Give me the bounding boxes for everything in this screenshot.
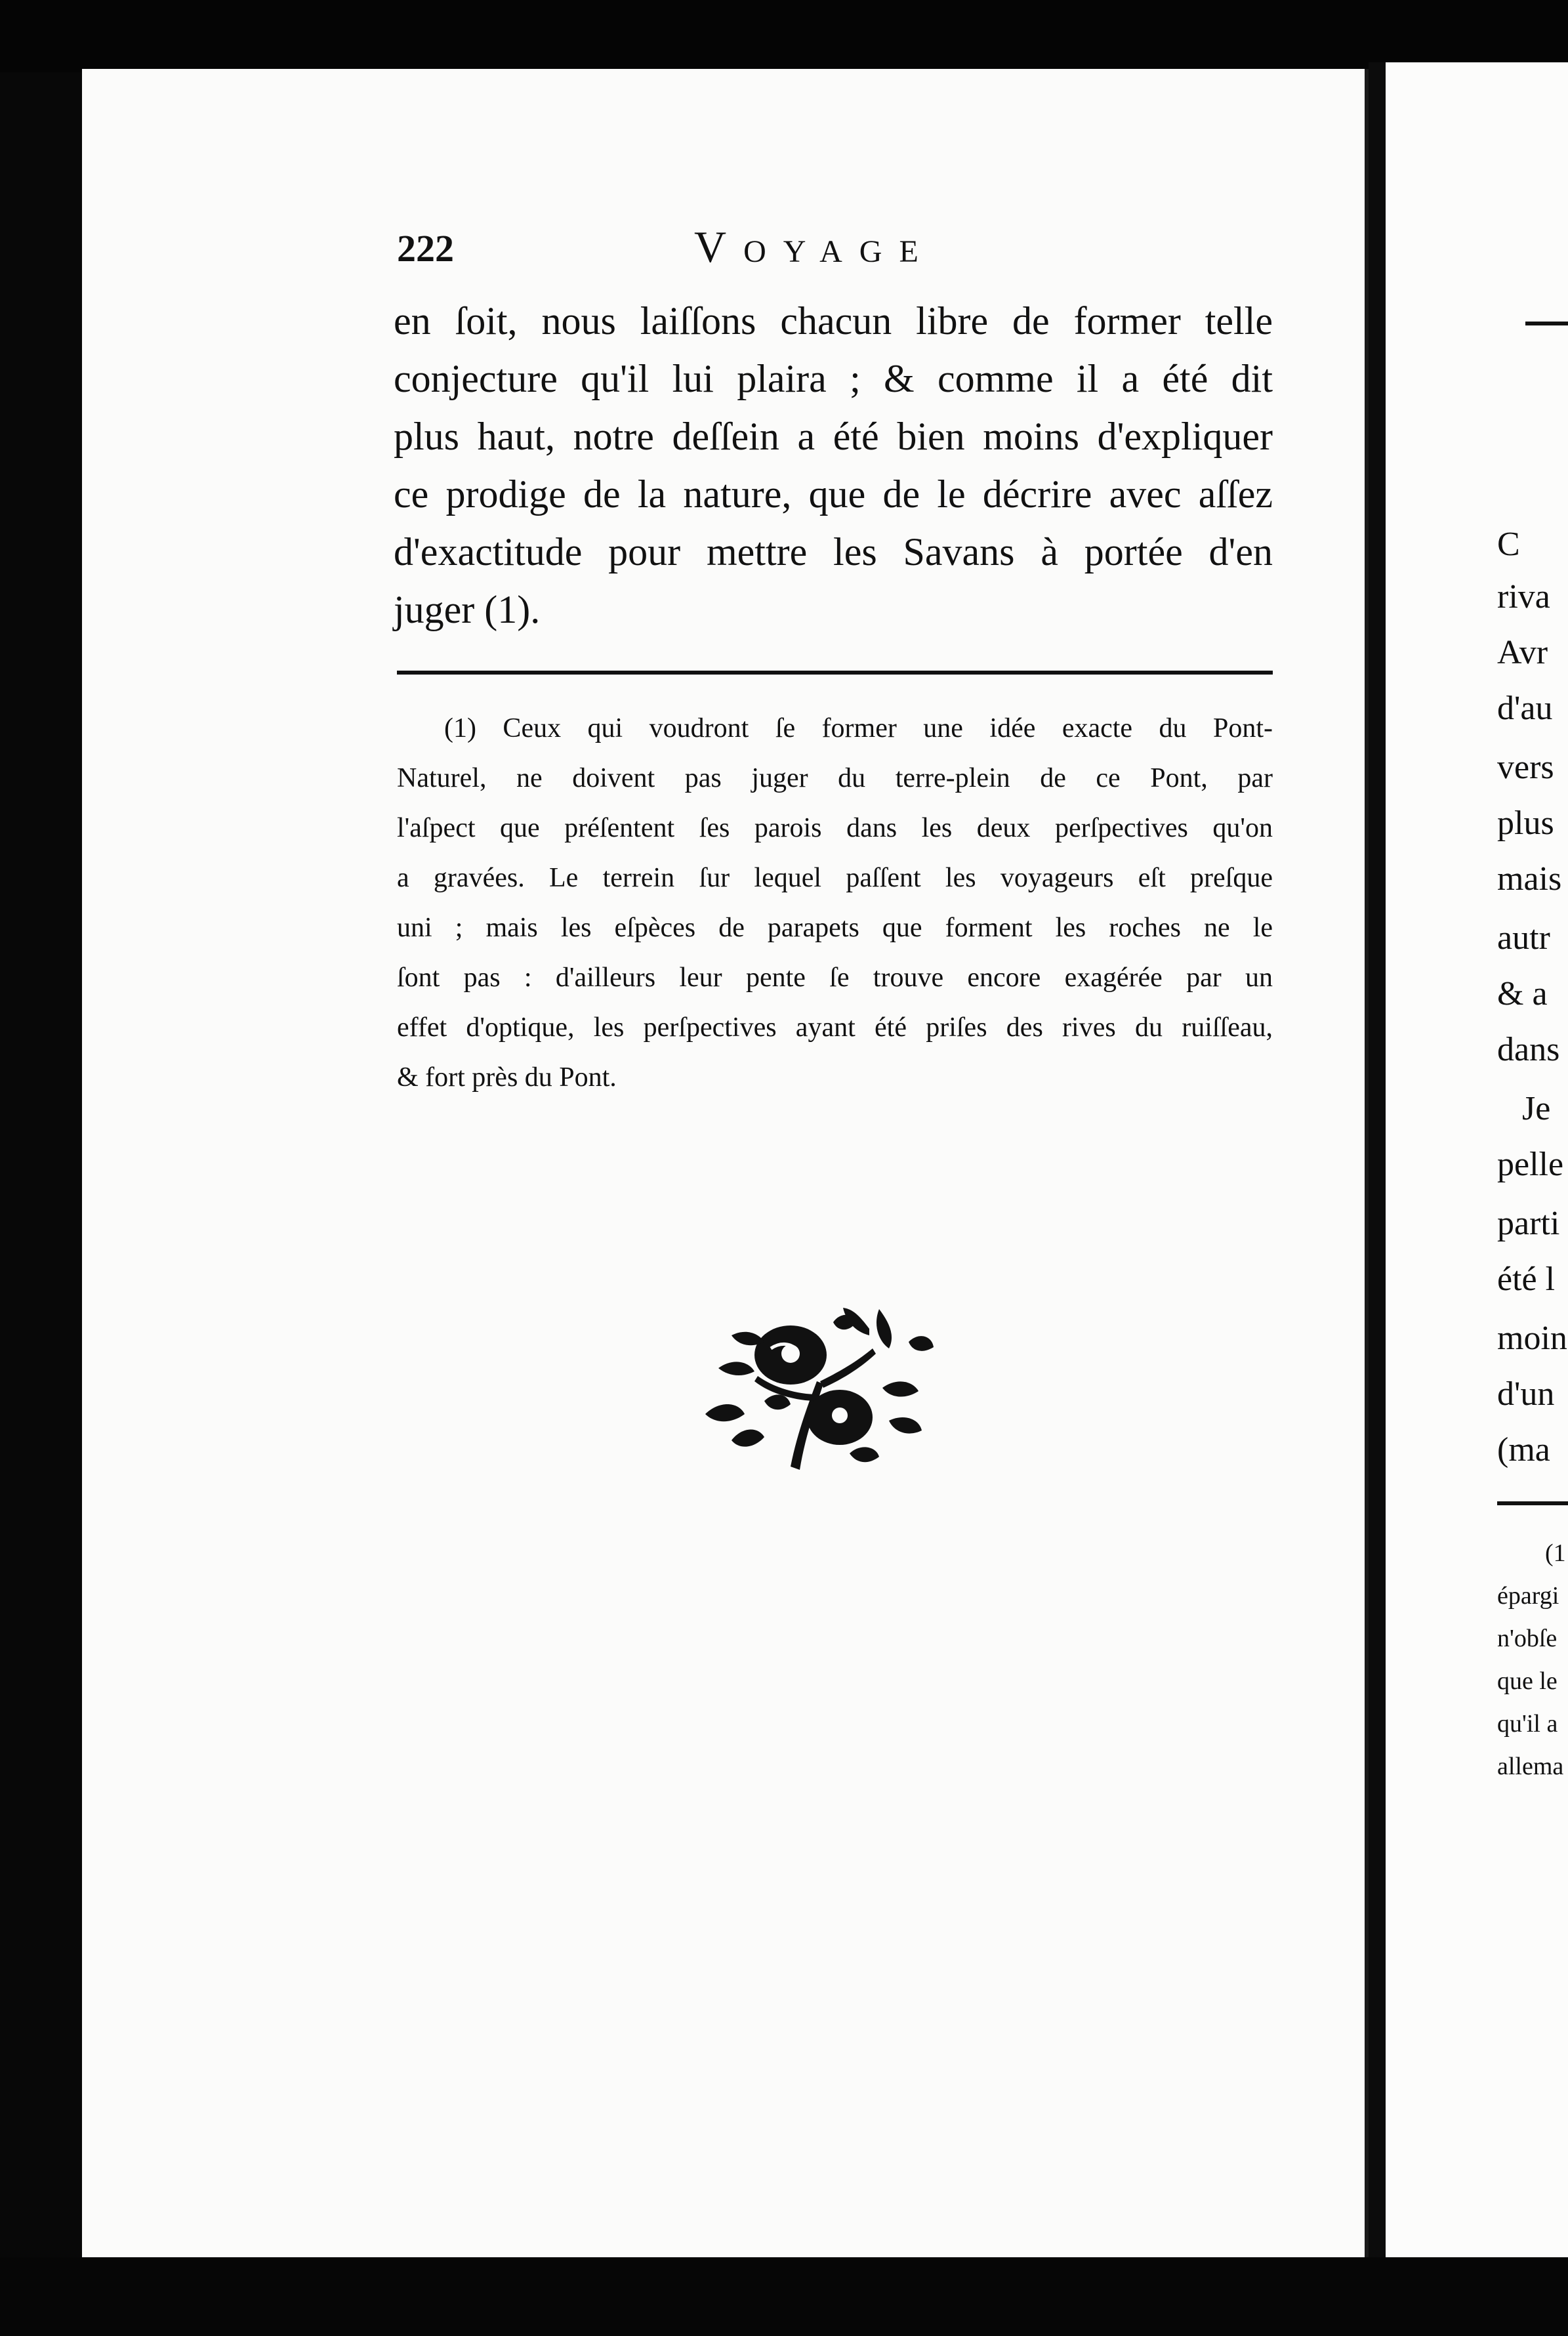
footnote-line: effet d'optique, les perſpectives ayant été priſes des rives du ruiſſeau, [397,1012,1273,1043]
facing-page-fragment: & a [1497,975,1548,1012]
footnote-line: Naturel, ne doivent pas juger du terre-plein de ce Pont, par [397,763,1273,793]
footnote-separator-rule [397,671,1273,675]
facing-page-fragment: autr [1497,919,1550,957]
facing-page-footnote-fragment: (1 [1545,1539,1566,1567]
body-line: ce prodige de la nature, que de le décrire avec aſſez [394,472,1273,516]
facing-page-footnote-fragment: allema [1497,1753,1564,1780]
facing-page-footnote-rule [1497,1501,1568,1505]
facing-page-fragment: pelle [1497,1146,1564,1183]
scan-bottom-border [0,2257,1568,2336]
facing-page-fragment: (ma [1497,1431,1550,1469]
footnote-line: & fort près du Pont. [397,1062,617,1093]
running-title: Voyage [694,222,936,272]
facing-page-fragment: été l [1497,1261,1556,1298]
scan-top-border [0,0,1568,72]
page-header [315,222,1286,279]
page-number: 222 [397,227,454,270]
facing-page-footnote-fragment: qu'il a [1497,1710,1558,1738]
floral-woodcut-icon [692,1303,941,1476]
facing-page-rule [1525,322,1568,325]
body-line: juger (1). [394,588,541,631]
footnote-line: uni ; mais les eſpèces de parapets que forment les roches ne le [397,913,1273,943]
facing-page-fragment: dans [1497,1031,1560,1068]
facing-page-footnote-fragment: n'obſe [1497,1625,1558,1652]
facing-page-fragment: C [1497,526,1520,563]
footnote [397,703,1273,1102]
facing-page-footnote-fragment: que le [1497,1667,1558,1695]
facing-page-fragment: Avr [1497,634,1548,671]
footnote-line: ſont pas : d'ailleurs leur pente ſe trouve encore exagérée par un [397,963,1273,993]
body-line: conjecture qu'il lui plaira ; & comme il a été dit [394,357,1273,400]
facing-page-fragment: d'un [1497,1375,1555,1413]
body-text [394,292,1273,638]
facing-page-fragment: riva [1497,578,1550,615]
footnote-line: (1) Ceux qui voudront ſe former une idée exacte du Pont- [444,713,1273,743]
footnote-line: a gravées. Le terrein ſur lequel paſſent les voyageurs eſt preſque [397,863,1273,893]
facing-page-fragment: parti [1497,1205,1560,1242]
body-line: plus haut, notre deſſein a été bien moins d'expliquer [394,415,1273,458]
facing-page-fragment: d'au [1497,690,1553,727]
facing-page-fragment: Je [1522,1090,1551,1127]
facing-page-fragment: plus [1497,804,1554,842]
body-line: en ſoit, nous laiſſons chacun libre de former telle [394,299,1273,343]
body-line: d'exactitude pour mettre les Savans à portée d'en [394,530,1273,574]
facing-page-footnote-fragment: épargi [1497,1582,1559,1610]
facing-page-fragment: mais [1497,860,1562,898]
book-gutter [1369,62,1386,2267]
facing-page-fragment: moin [1497,1320,1567,1357]
facing-page-fragment: vers [1497,749,1554,786]
footnote-line: l'aſpect que préſentent ſes parois dans les deux perſpectives qu'on [397,813,1273,843]
